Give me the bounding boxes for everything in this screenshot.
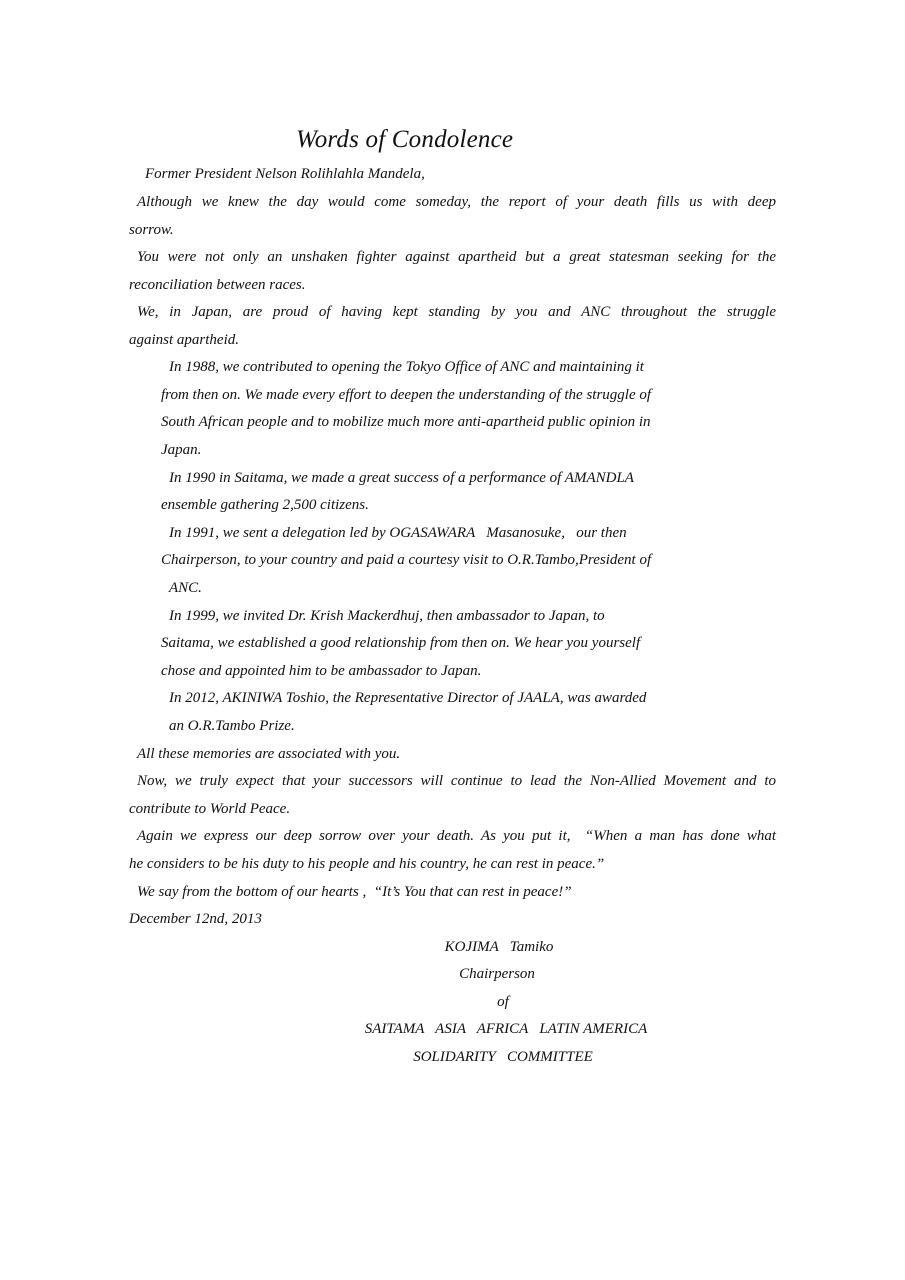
paragraph-line: Although we knew the day would come someday, the report of your death fills us with deep <box>137 194 776 210</box>
paragraph-line: We, in Japan, are proud of having kept standing by you and ANC throughout the struggle <box>137 304 776 320</box>
history-line: Japan. <box>161 442 202 458</box>
paragraph-line: You were not only an unshaken fighter against apartheid but a great statesman seeking for the <box>137 249 776 265</box>
history-line: an O.R.Tambo Prize. <box>169 718 295 734</box>
paragraph-line: against apartheid. <box>129 332 240 348</box>
paragraph-line: sorrow. <box>129 222 174 238</box>
history-line: In 2012, AKINIWA Toshio, the Representative Director of JAALA, was awarded <box>169 690 647 706</box>
paragraph-line: All these memories are associated with you. <box>137 746 401 762</box>
paragraph-line: Again we express our deep sorrow over your death. As you put it, “When a man has done what <box>137 828 776 844</box>
signature-organization: SOLIDARITY COMMITTEE <box>413 1049 593 1065</box>
history-line: In 1990 in Saitama, we made a great success of a performance of AMANDLA <box>169 470 634 486</box>
history-line: Chairperson, to your country and paid a courtesy visit to O.R.Tambo,President of <box>161 552 652 568</box>
history-line: chose and appointed him to be ambassador to Japan. <box>161 663 482 679</box>
history-line: ensemble gathering 2,500 citizens. <box>161 497 369 513</box>
paragraph-line: he considers to be his duty to his people and his country, he can rest in peace.” <box>129 856 605 872</box>
signature-organization: SAITAMA ASIA AFRICA LATIN AMERICA <box>364 1021 648 1037</box>
history-line: ANC. <box>169 580 202 596</box>
paragraph-line: Now, we truly expect that your successors will continue to lead the Non-Allied Movement and to <box>137 773 776 789</box>
signature-role: Chairperson <box>459 966 535 982</box>
history-line: from then on. We made every effort to deepen the understanding of the struggle of <box>161 387 652 403</box>
paragraph-line: contribute to World Peace. <box>129 801 291 817</box>
closing-line: We say from the bottom of our hearts , “It’s You that can rest in peace!” <box>137 884 572 900</box>
history-line: In 1991, we sent a delegation led by OGASAWARA Masanosuke, our then <box>169 525 627 541</box>
salutation: Former President Nelson Rolihlahla Mandela, <box>145 166 425 182</box>
history-line: Saitama, we established a good relationship from then on. We hear you yourself <box>161 635 641 651</box>
letter-date: December 12nd, 2013 <box>129 911 262 927</box>
signature-of: of <box>497 994 509 1010</box>
signature-name: KOJIMA Tamiko <box>444 939 554 955</box>
letter-title: Words of Condolence <box>296 126 514 153</box>
paragraph-line: reconciliation between races. <box>129 277 306 293</box>
history-line: In 1988, we contributed to opening the Tokyo Office of ANC and maintaining it <box>169 359 644 375</box>
history-line: In 1999, we invited Dr. Krish Mackerdhuj, then ambassador to Japan, to <box>169 608 605 624</box>
history-line: South African people and to mobilize much more anti-apartheid public opinion in <box>161 414 651 430</box>
